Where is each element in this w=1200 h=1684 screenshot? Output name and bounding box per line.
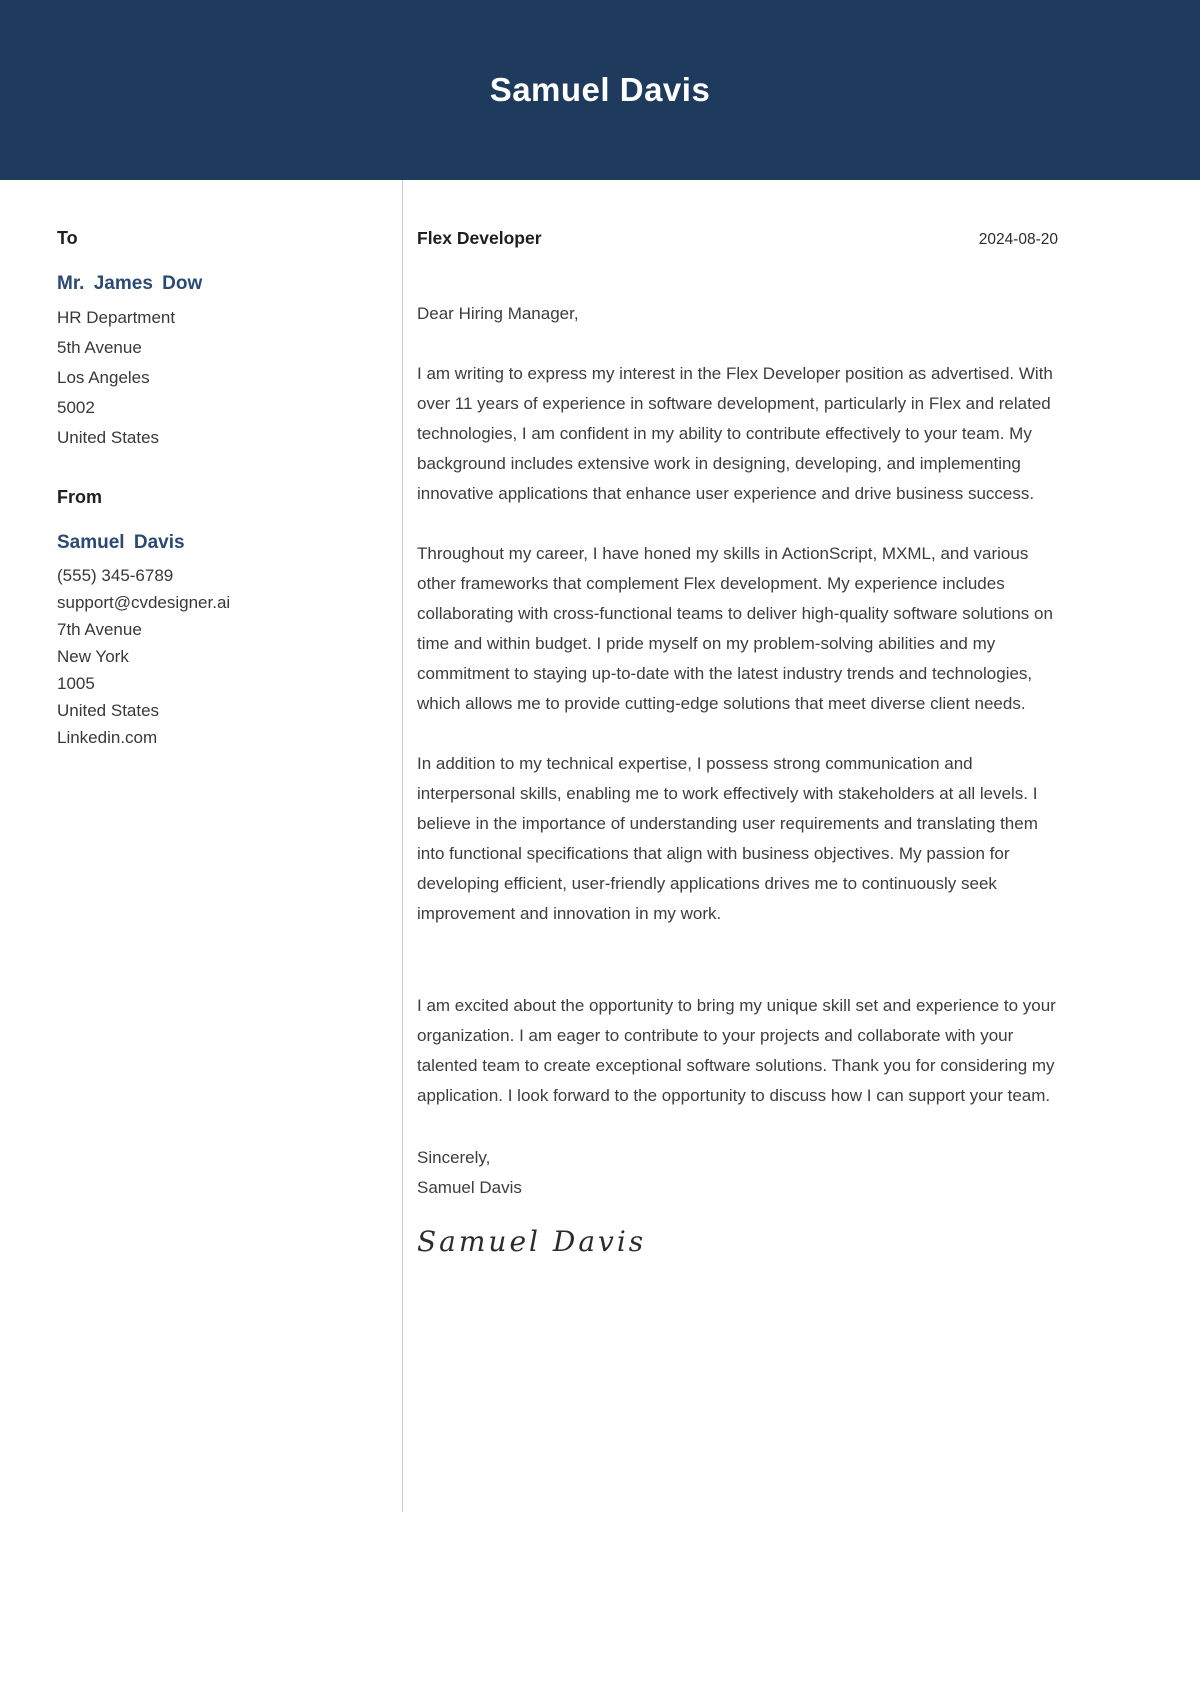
job-title: Flex Developer [417,228,542,248]
to-label: To [57,228,78,248]
sender-country: United States [57,701,160,720]
paragraph-intro: I am writing to express my interest in the Flex Developer position as advertised. With over 11 years of experience in software development, particularly in Flex and related technologies, I am confident in my ability to contribute effectively to your team. My background includes extensive work in designing, developing, and implementing innovative applications that enhance user experience and drive business success. [417,364,1053,503]
paragraph-closing: I am excited about the opportunity to bring my unique skill set and experience to your organization. I am eager to contribute to your projects and collaborate with your talented team to create exceptional software solutions. Thank you for considering my application. I look forward to the opportunity to discuss how I can support your team. [417,996,1056,1105]
recipient-city: Los Angeles [57,368,150,387]
signature-printed-name: Samuel Davis [417,1178,522,1197]
recipient-department: HR Department [57,308,176,327]
paragraph-skills: Throughout my career, I have honed my skills in ActionScript, MXML, and various other frameworks that complement Flex development. My experience includes collaborating with cross-functional teams to deliver high-quality software solutions on time and within budget. I pride myself on my problem-solving abilities and my commitment to staying up-to-date with the latest industry trends and technologies, which allows me to provide cutting-edge solutions that meet diverse client needs. [417,544,1053,713]
paragraph-communication: In addition to my technical expertise, I possess strong communication and interpersonal skills, enabling me to work effectively with stakeholders at all levels. I believe in the importance of understanding user requirements and translating them into functional specifications that align with business objectives. My passion for developing efficient, user-friendly applications drives me to continuously seek improvement and innovation in my work. [417,754,1038,923]
sender-street: 7th Avenue [57,620,142,639]
header-band [0,0,1200,180]
letter-body [403,180,1200,1512]
sender-linkedin: Linkedin.com [57,728,158,747]
page-title: Samuel Davis [489,71,711,108]
closing-word: Sincerely, [417,1148,491,1167]
sender-zip: 1005 [57,674,95,693]
recipient-zip: 5002 [57,398,95,417]
recipient-section [57,228,372,453]
recipient-name: Mr. James Dow [57,273,203,294]
letter-date: 2024-08-20 [978,231,1058,248]
from-label: From [57,487,102,507]
sender-email: support@cvdesigner.ai [57,593,231,612]
salutation: Dear Hiring Manager, [417,304,579,323]
recipient-street: 5th Avenue [57,338,142,357]
signature-script: Samuel Davis [417,1225,647,1258]
content-area [0,180,1200,1512]
sender-name: Samuel Davis [57,532,185,553]
sender-phone: (555) 345-6789 [57,566,174,585]
sender-section [57,487,372,751]
recipient-country: United States [57,428,160,447]
letter-title-row [417,228,1058,249]
closing-block [417,1143,1058,1203]
sender-city: New York [57,647,129,666]
sidebar [0,180,403,1512]
